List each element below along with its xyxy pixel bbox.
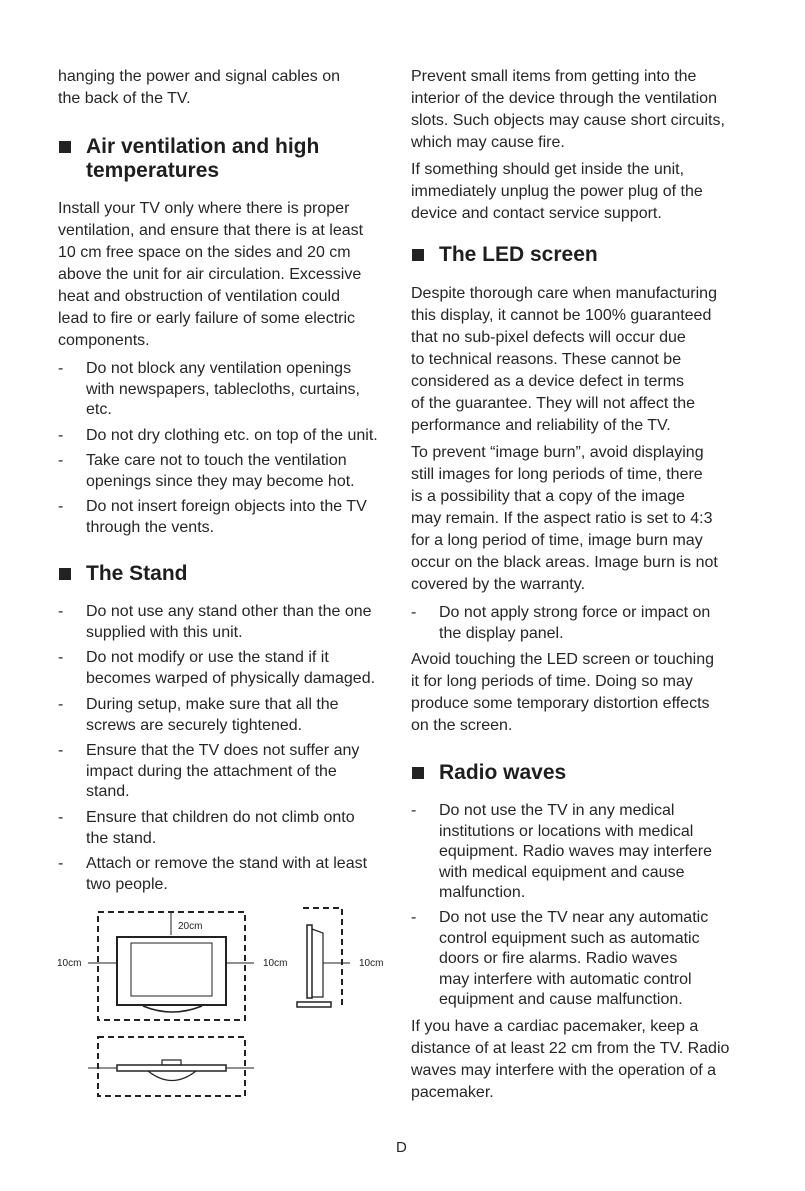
text-line: hanging the power and signal cables on bbox=[58, 68, 340, 85]
text-line: impact during the attachment of the bbox=[86, 762, 337, 780]
right-paragraph bbox=[411, 649, 714, 737]
tv-top-bar bbox=[117, 1065, 226, 1071]
text-line: of the guarantee. They will not affect the bbox=[411, 395, 696, 412]
text-line: openings since they may become hot. bbox=[86, 472, 355, 490]
text-line: distance of at least 22 cm from the TV. Radio bbox=[411, 1040, 730, 1057]
dash-bullet: - bbox=[58, 603, 64, 620]
text-line: on the screen. bbox=[411, 717, 513, 734]
text-line: heat and obstruction of ventilation could bbox=[58, 288, 340, 305]
dash-bullet: - bbox=[58, 742, 64, 759]
text-line: may remain. If the aspect ratio is set to 4:3 bbox=[411, 510, 713, 527]
tv-side-panel bbox=[307, 925, 312, 998]
text-line: During setup, make sure that all the bbox=[86, 696, 339, 713]
text-line: with medical equipment and cause bbox=[439, 863, 685, 881]
dash-bullet: - bbox=[58, 360, 64, 377]
text-line: Attach or remove the stand with at least bbox=[86, 855, 368, 872]
text-line: supplied with this unit. bbox=[86, 623, 243, 641]
dash-bullet: - bbox=[58, 855, 64, 872]
text-line: still images for long periods of time, there bbox=[411, 466, 703, 483]
text-line: If you have a cardiac pacemaker, keep a bbox=[411, 1018, 699, 1035]
text-line: Take care not to touch the ventilation bbox=[86, 452, 347, 469]
radio-bullet bbox=[411, 801, 712, 904]
text-line: etc. bbox=[86, 401, 112, 418]
text-line: for a long period of time, image burn may bbox=[411, 532, 703, 549]
text-line: equipment. Radio waves may interfere bbox=[439, 843, 713, 860]
text-line: interior of the device through the ventilation bbox=[411, 90, 717, 107]
dash-bullet: - bbox=[58, 452, 64, 469]
text-line: covered by the warranty. bbox=[411, 576, 586, 593]
dash-bullet: - bbox=[411, 802, 417, 819]
dash-bullet: - bbox=[58, 649, 64, 666]
right-paragraph bbox=[411, 283, 717, 437]
right-paragraph bbox=[411, 442, 718, 596]
text-line: which may cause fire. bbox=[411, 134, 565, 151]
text-line: lead to fire or early failure of some electric bbox=[58, 310, 356, 327]
text-line: may interfere with automatic control bbox=[439, 970, 692, 988]
text-line: to technical reasons. These cannot be bbox=[411, 351, 682, 368]
text-line: Do not block any ventilation openings bbox=[86, 360, 352, 377]
text-line: Do not use the TV in any medical bbox=[439, 802, 675, 819]
text-line: 10 cm free space on the sides and 20 cm bbox=[58, 244, 351, 261]
tv-front-screen bbox=[131, 943, 212, 996]
text-line: with newspapers, tablecloths, curtains, bbox=[86, 380, 360, 398]
text-line: If something should get inside the unit, bbox=[411, 161, 685, 178]
text-line: performance and reliability of the TV. bbox=[411, 417, 671, 434]
text-line: this display, it cannot be 100% guaranteed bbox=[411, 307, 712, 324]
clearance-box-top bbox=[98, 1037, 245, 1096]
text-line: two people. bbox=[86, 875, 168, 893]
text-line: Do not use any stand other than the one bbox=[86, 603, 372, 620]
text-line: Ensure that children do not climb onto bbox=[86, 809, 355, 826]
page-number: D bbox=[396, 1139, 407, 1156]
tv-side-base bbox=[297, 1002, 331, 1007]
text-line: becomes warped of physically damaged. bbox=[86, 669, 376, 687]
text-line: control equipment such as automatic bbox=[439, 929, 700, 947]
text-line: Ensure that the TV does not suffer any bbox=[86, 742, 360, 759]
text-line: temperatures bbox=[86, 159, 220, 182]
rear-gap-label: 10cm bbox=[359, 958, 384, 969]
right-paragraph bbox=[411, 66, 725, 154]
text-line: is a possibility that a copy of the image bbox=[411, 488, 685, 505]
text-line: the stand. bbox=[86, 829, 157, 847]
dash-bullet: - bbox=[58, 809, 64, 826]
text-line: produce some temporary distortion effects bbox=[411, 695, 710, 712]
text-line: screws are securely tightened. bbox=[86, 716, 303, 734]
radio-bullet bbox=[411, 908, 708, 1011]
text-line: Install your TV only where there is proper bbox=[58, 200, 350, 217]
text-line: the back of the TV. bbox=[58, 90, 191, 107]
text-line: it for long periods of time. Doing so may bbox=[411, 673, 693, 690]
top-gap-label: 20cm bbox=[178, 921, 203, 932]
right-paragraph bbox=[411, 159, 703, 225]
dash-bullet: - bbox=[411, 604, 417, 621]
text-line: equipment and cause malfunction. bbox=[439, 991, 683, 1008]
text-line: Air ventilation and high bbox=[86, 135, 320, 158]
text-line: Do not use the TV near any automatic bbox=[439, 909, 709, 926]
text-line: The Stand bbox=[86, 562, 188, 585]
text-line: slots. Such objects may cause short circuits, bbox=[411, 112, 725, 129]
text-line: Do not apply strong force or impact on bbox=[439, 604, 711, 621]
text-line: immediately unplug the power plug of the bbox=[411, 183, 703, 200]
text-line: doors or fire alarms. Radio waves bbox=[439, 950, 678, 967]
text-line: above the unit for air circulation. Excessive bbox=[58, 266, 362, 283]
text-line: Do not insert foreign objects into the TV bbox=[86, 498, 367, 515]
text-line: malfunction. bbox=[439, 884, 526, 901]
text-line: components. bbox=[58, 332, 150, 349]
square-bullet-icon bbox=[412, 249, 424, 261]
text-line: stand. bbox=[86, 783, 130, 800]
text-line: the display panel. bbox=[439, 624, 564, 642]
text-line: Do not dry clothing etc. on top of the unit. bbox=[86, 427, 378, 444]
text-line: Prevent small items from getting into the bbox=[411, 68, 697, 85]
text-line: institutions or locations with medical bbox=[439, 822, 694, 840]
right-gap-label: 10cm bbox=[263, 958, 288, 969]
square-bullet-icon bbox=[412, 767, 424, 779]
tv-front-stand bbox=[143, 1006, 202, 1012]
text-line: considered as a device defect in terms bbox=[411, 373, 685, 390]
text-line: To prevent “image burn”, avoid displaying bbox=[411, 444, 704, 461]
text-line: occur on the black areas. Image burn is not bbox=[411, 554, 718, 571]
text-line: Despite thorough care when manufacturing bbox=[411, 285, 717, 302]
heading-radio-waves bbox=[411, 761, 566, 785]
text-line: through the vents. bbox=[86, 518, 215, 536]
text-line: Do not modify or use the stand if it bbox=[86, 649, 329, 666]
dash-bullet: - bbox=[58, 696, 64, 713]
dash-bullet: - bbox=[58, 427, 64, 444]
text-line: ventilation, and ensure that there is at least bbox=[58, 222, 364, 239]
text-line: waves may interfere with the operation of a bbox=[411, 1062, 717, 1079]
text-line: The LED screen bbox=[439, 243, 598, 266]
dash-bullet: - bbox=[411, 909, 417, 926]
heading-led-screen bbox=[411, 243, 598, 267]
text-line: device and contact service support. bbox=[411, 205, 662, 222]
text-line: pacemaker. bbox=[411, 1084, 494, 1101]
text-line: Avoid touching the LED screen or touching bbox=[411, 651, 715, 668]
tv-front-frame bbox=[117, 937, 226, 1005]
text-line: Radio waves bbox=[439, 761, 567, 784]
text-line: that no sub-pixel defects will occur due bbox=[411, 329, 686, 346]
dash-bullet: - bbox=[58, 498, 64, 515]
led-bullet bbox=[411, 603, 710, 644]
left-gap-label: 10cm bbox=[57, 958, 82, 969]
right-paragraph bbox=[411, 1016, 729, 1104]
